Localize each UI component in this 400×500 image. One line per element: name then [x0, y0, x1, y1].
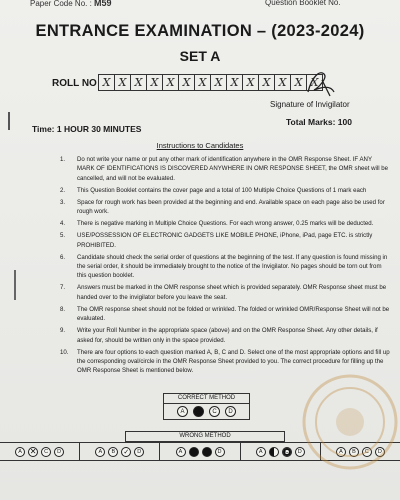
instruction-text: Space for rough work has been provided at the beginning and end. Available space on each page also be used for rough work. [77, 198, 385, 216]
bubble: C [41, 447, 51, 457]
paper-code-label: Paper Code No. : [30, 0, 92, 8]
exam-title: ENTRANCE EXAMINATION – (2023-2024) [35, 22, 365, 40]
signature-label: Signature of Invigilator [270, 100, 350, 109]
roll-digit-box[interactable]: X [178, 74, 195, 91]
roll-digit-box[interactable]: X [210, 74, 227, 91]
set-label: SET A [179, 48, 221, 64]
instruction-number: 4. [60, 220, 66, 228]
instruction-number: 5. [60, 232, 66, 240]
wrong-example-2 [80, 443, 160, 460]
bubble: A [256, 447, 266, 457]
roll-number-label: ROLL NO [52, 78, 97, 89]
bubble: D [375, 447, 385, 457]
bubble-a: A [177, 406, 188, 417]
instruction-text: The OMR response sheet should not be folded or wrinkled. The folded or wrinkled OMR/Response Sheet will not be evaluated. [77, 305, 390, 323]
instruction-text: USE/POSSESSION OF ELECTRONIC GADGETS LIKE MOBILE PHONE, iPhone, iPad, page ETC. is strictly PROHIBITED. [77, 232, 373, 249]
question-booklet-label: Question Booklet No. [265, 0, 341, 7]
wrong-example-1 [0, 443, 80, 460]
bubble: B [349, 447, 359, 457]
instruction-number: 3. [60, 198, 66, 206]
instruction-number: 9. [60, 327, 66, 335]
instruction-number: 6. [60, 253, 66, 261]
roll-digit-box[interactable]: X [226, 74, 243, 91]
instruction-number: 10. [60, 348, 69, 356]
wrong-method-label: WRONG METHOD [125, 431, 285, 442]
instruction-item [60, 326, 390, 345]
paper-code-value: M59 [94, 0, 112, 8]
total-marks: Total Marks: 100 [286, 117, 352, 127]
bubble-filled [189, 447, 199, 457]
bubble: A [95, 447, 105, 457]
bubble: A [176, 447, 186, 457]
roll-digit-box[interactable]: X [258, 74, 275, 91]
instruction-number: 1. [60, 156, 66, 163]
instruction-number: 2. [60, 186, 66, 194]
bubble: D [295, 447, 305, 457]
instruction-text: Answers must be marked in the OMR response sheet which is provided separately. OMR Response sheet must be handed over to the invigilator before you leave the seat. [77, 284, 387, 301]
instruction-text: Do not write your name or put any other mark of identification anywhere in the OMR Response Sheet. IF ANY MARK OF IDENTIFICATIONS IS DISCOVERED ANYWHERE IN OMR RESPONSE SHEET, the OMR sheet will be cancelled, and will not be evaluated. [77, 156, 389, 182]
instruction-text: This Question Booklet contains the cover page and a total of 100 Multiple Choice Questions of 1 mark each [77, 186, 367, 194]
instruction-item [60, 231, 390, 250]
roll-digit-box[interactable]: X [162, 74, 179, 91]
roll-digit-box[interactable]: X [194, 74, 211, 91]
correct-method-label: CORRECT METHOD [164, 394, 249, 404]
roll-number-boxes[interactable] [98, 74, 322, 91]
roll-digit-box[interactable]: X [274, 74, 291, 91]
bubble-half-filled [269, 447, 279, 457]
margin-mark [14, 270, 16, 300]
bubble-crossed [28, 447, 38, 457]
roll-digit-box[interactable]: X [98, 74, 115, 91]
instruction-text: Write your Roll Number in the appropriate space (above) and on the OMR Response Sheet. Any other details, if asked for, should be written only in the space provided. [77, 327, 378, 344]
instruction-item [60, 305, 390, 324]
instruction-text: There are four options to each question marked A, B, C and D. Select one of the most appropriate options and fill up the corresponding oval/circle in the OMR Response Sheet provided to you. The correct procedure for filling up the OMR Response Sheet is mentioned below. [77, 348, 390, 375]
roll-digit-box[interactable]: X [114, 74, 131, 91]
bubble-b-filled [193, 406, 204, 417]
instruction-text: Candidate should check the serial order of questions at the beginning of the test. If any question is found missing in the serial order, it should be immediately brought to the notice of the Invigilator. No pages should be torn out from this question booklet. [77, 253, 388, 280]
instruction-number: 7. [60, 284, 66, 292]
instruction-item [60, 155, 390, 183]
watermark-seal [300, 372, 400, 472]
instruction-item [60, 253, 390, 281]
exam-time: Time: 1 HOUR 30 MINUTES [32, 124, 142, 134]
instructions-list [60, 155, 390, 378]
instruction-item [60, 283, 390, 302]
bubble: C [362, 447, 372, 457]
instructions-heading: Instructions to Candidates [156, 141, 244, 150]
roll-digit-box[interactable]: X [146, 74, 163, 91]
invigilator-signature [300, 66, 340, 100]
roll-digit-box[interactable]: X [130, 74, 147, 91]
top-codes-line [30, 0, 400, 10]
paper-code [30, 0, 112, 8]
roll-digit-box[interactable]: X [242, 74, 259, 91]
bubble: A [15, 447, 25, 457]
margin-mark [8, 112, 10, 130]
instruction-item [60, 219, 390, 228]
roll-digit-box[interactable]: X [306, 74, 323, 91]
instruction-text: There is negative marking in Multiple Choice Questions. For each wrong answer, 0.25 marks will be deducted. [77, 220, 374, 228]
bubble-c: C [209, 406, 220, 417]
bubble-ticked [121, 447, 131, 457]
bubble: D [134, 447, 144, 457]
bubble: D [54, 447, 64, 457]
roll-digit-box[interactable]: X [290, 74, 307, 91]
wrong-example-3 [160, 443, 240, 460]
instruction-item [60, 198, 390, 217]
bubble: D [215, 447, 225, 457]
bubble: B [108, 447, 118, 457]
instruction-item [60, 186, 390, 195]
bubble-filled [202, 447, 212, 457]
bubble: A [336, 447, 346, 457]
correct-method-box [163, 393, 250, 420]
bubble-d: D [225, 406, 236, 417]
bubble-ringed: C [282, 447, 292, 457]
correct-method-bubbles [164, 404, 249, 417]
instruction-number: 8. [60, 305, 66, 313]
